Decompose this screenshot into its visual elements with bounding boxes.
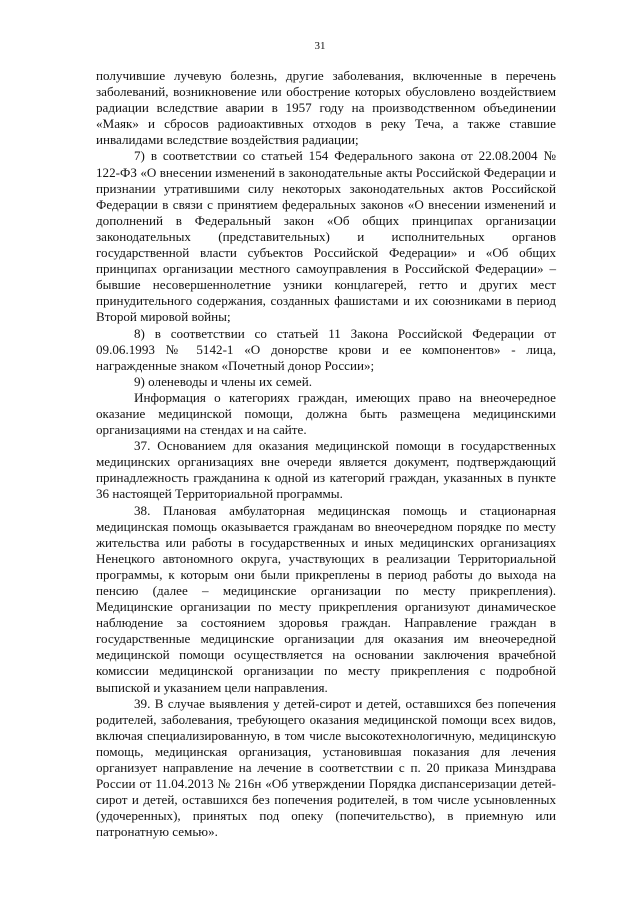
- paragraph-clause-37: 37. Основанием для оказания медицинской помощи в государственных медицинских организациях вне очереди является документ, подтверждающий принадлежность гражданина к одной из категорий граждан, указанных в пункте 36 настоящей Территориальной программы.: [96, 438, 556, 502]
- paragraph-information: Информация о категориях граждан, имеющих право на внеочередное оказание медицинской помощи, должна быть размещена медицинскими организациями на стендах и на сайте.: [96, 389, 556, 438]
- paragraph-clause-39: 39. В случае выявления у детей-сирот и детей, оставшихся без попечения родителей, заболевания, требующего оказания медицинской помощи всех видов, включая специализированную, в том числе высокотехнологичную, медицинскую помощь, медицинская организация, установившая показания для лечения организует направление на лечение в соответствии с п. 20 приказа Минздрава России от 11.04.2013 № 216н «Об утверждении Порядка диспансеризации детей-сирот и детей, оставшихся без попечения родителей, в том числе усыновленных (удочеренных), принятых под опеку (попечительство), в приемную или патронатную семью».: [96, 695, 556, 840]
- page-number: 31: [314, 40, 326, 52]
- document-body: [96, 68, 556, 841]
- paragraph-item-7: 7) в соответствии со статьей 154 Федерального закона от 22.08.2004 № 122-ФЗ «О внесении изменений в законодательные акты Российской Федерации и признании утратившими силу некоторых законодательных актов Российской Федерации в связи с принятием федеральных законов «О внесении изменений и дополнений в Федеральный закон «Об общих принципах организации законодательных (представительных) и исполнительных органов государственной власти субъектов Российской Федерации» и «Об общих принципах организации местного самоуправления в Российской Федерации» – бывшие несовершеннолетние узники концлагерей, гетто и других мест принудительного содержания, созданных фашистами и их союзниками в период Второй мировой войны;: [96, 148, 556, 325]
- paragraph-radiation-victims: получившие лучевую болезнь, другие заболевания, включенные в перечень заболеваний, возникновение или обострение которых обусловлено воздействием радиации вследствие аварии в 1957 году на производственном объединении «Маяк» и сбросов радиоактивных отходов в реку Теча, а также ставшие инвалидами вследствие воздействия радиации;: [96, 68, 556, 148]
- paragraph-item-9: 9) оленеводы и члены их семей.: [134, 373, 312, 389]
- paragraph-item-8: 8) в соответствии со статьей 11 Закона Российской Федерации от 09.06.1993 № 5142-1 «О донорстве крови и ее компонентов» - лица, награжденные знаком «Почетный донор России»;: [96, 325, 556, 373]
- paragraph-clause-38: 38. Плановая амбулаторная медицинская помощь и стационарная медицинская помощь оказывается гражданам во внеочередном порядке по месту жительства или работы в государственных и иных медицинских организациях Ненецкого автономного округа, участвующих в реализации Территориальной программы, к которым они были прикреплены в период работы до выхода на пенсию (далее – медицинские организации по месту прикрепления). Медицинские организации по месту прикрепления организуют динамическое наблюдение за состоянием здоровья граждан. Направление граждан в государственные медицинские организации для оказания им внеочередной медицинской помощи осуществляется на основании заключения врачебной комиссии медицинской организации по месту прикрепления с подробной выпиской и указанием цели направления.: [96, 502, 556, 695]
